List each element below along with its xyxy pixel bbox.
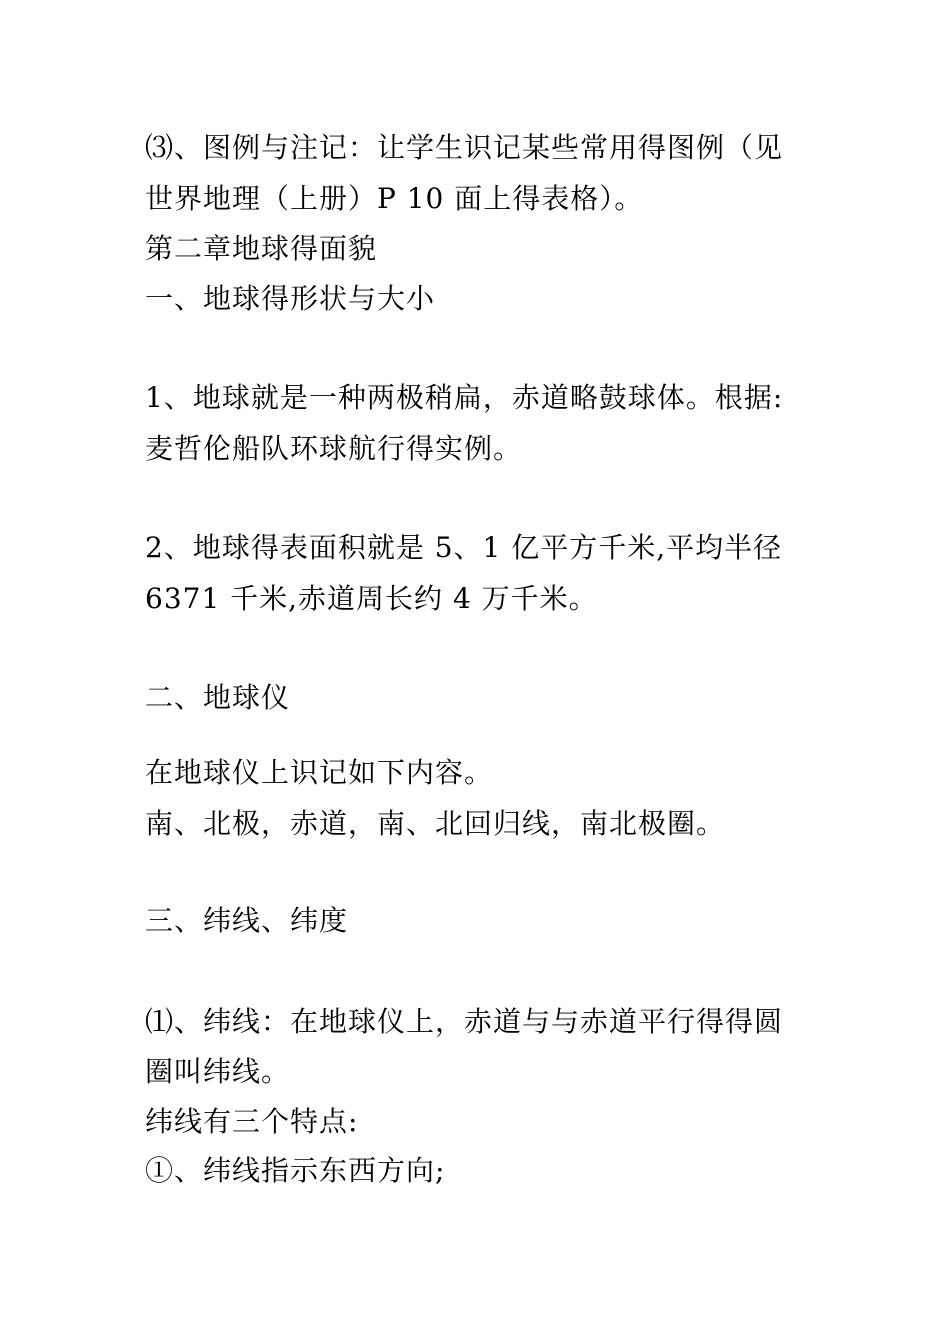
shape-point-2-line-1: 2、地球得表面积就是 5、1 亿平方千米,平均半径 (145, 531, 783, 564)
globe-paragraph-line-2: 南、北极，赤道，南、北回归线，南北极圈。 (145, 807, 726, 840)
shape-point-2-line-2: 6371 千米,赤道周长约 4 万千米。 (145, 582, 598, 615)
shape-point-1-line-2: 麦哲伦船队环球航行得实例。 (145, 432, 523, 465)
section-heading-latitude: 三、纬线、纬度 (145, 904, 349, 937)
globe-paragraph-line-1: 在地球仪上识记如下内容。 (145, 756, 494, 789)
section-heading-shape: 一、地球得形状与大小 (145, 282, 436, 315)
latitude-definition-line-1: ⑴、纬线：在地球仪上，赤道与与赤道平行得得圆 (145, 1005, 784, 1038)
legend-notes-line-2: 世界地理（上册）P 10 面上得表格）。 (145, 182, 644, 215)
latitude-features-intro: 纬线有三个特点: (145, 1105, 359, 1138)
section-heading-globe: 二、地球仪 (145, 681, 291, 714)
chapter-title: 第二章地球得面貌 (145, 232, 378, 265)
legend-notes-line-1: ⑶、图例与注记：让学生识记某些常用得图例（见 (145, 131, 784, 164)
shape-point-1-line-1: 1、地球就是一种两极稍扁，赤道略鼓球体。根据: (145, 381, 784, 414)
latitude-definition-line-2: 圈叫纬线。 (145, 1055, 291, 1088)
latitude-feature-1: ①、纬线指示东西方向; (145, 1154, 446, 1187)
